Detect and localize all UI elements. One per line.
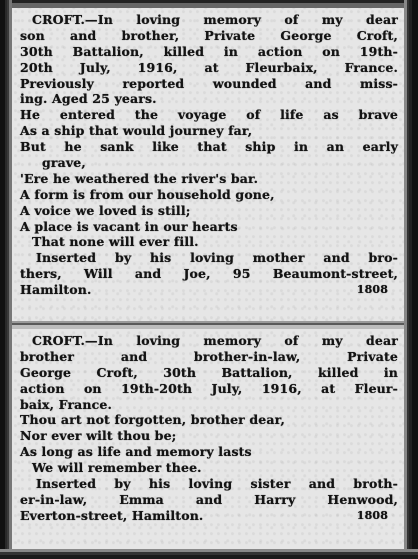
verse-line: A voice we loved is still; xyxy=(20,202,191,218)
notice-line: brother and brother-in-law, Private xyxy=(20,348,398,364)
verse-line: As long as life and memory lasts xyxy=(20,444,252,460)
notice-line: 30th Battalion, killed in action on 19th- xyxy=(20,43,398,59)
notice-line: Inserted by his loving mother and bro- xyxy=(36,250,398,266)
notice-line: Hamilton. xyxy=(20,282,92,298)
verse-line: He entered the voyage of life as brave xyxy=(20,107,398,123)
notice-line: Inserted by his loving sister and broth- xyxy=(36,476,398,492)
notice-line: son and brother, Private George Croft, xyxy=(20,27,398,43)
verse-line: But he sank like that ship in an early xyxy=(20,139,398,155)
insertion-code: 1808 xyxy=(356,508,388,522)
verse-line: 'Ere he weathered the river's bar. xyxy=(20,170,259,186)
verse-line: Nor ever wilt thou be; xyxy=(20,428,177,444)
verse-line: A place is vacant in our hearts xyxy=(20,218,238,234)
verse-line: That none will ever fill. xyxy=(32,234,199,250)
notice-line: thers, Will and Joe, 95 Beaumont-street, xyxy=(20,266,398,282)
verse-line: We will remember thee. xyxy=(32,460,202,476)
scan-top-edge xyxy=(0,0,418,8)
verse-line: As a ship that would journey far, xyxy=(20,123,253,139)
memorial-notice-2 xyxy=(20,333,398,524)
scan-right-edge xyxy=(404,0,418,559)
notice-line: 20th July, 1916, at Fleurbaix, France. xyxy=(20,59,398,75)
memorial-notice-1 xyxy=(20,12,398,298)
notice-line: action on 19th-20th July, 1916, at Fleur- xyxy=(20,380,398,396)
scan-bottom-edge xyxy=(0,549,418,559)
notice-divider xyxy=(12,321,404,329)
insertion-code: 1808 xyxy=(356,283,388,297)
notice-line: CROFT.—In loving memory of my dear xyxy=(32,12,398,27)
verse-line: Thou art not forgotten, brother dear, xyxy=(20,412,285,428)
notice-line: baix, France. xyxy=(20,396,113,412)
notice-signoff-row xyxy=(20,508,398,524)
notice-signoff-row xyxy=(20,282,398,298)
scan-left-edge xyxy=(0,0,12,559)
verse-line: grave, xyxy=(42,155,86,171)
notice-line: Everton-street, Hamilton. xyxy=(20,507,204,523)
verse-line: A form is from our household gone, xyxy=(20,186,275,202)
notice-line: er-in-law, Emma and Harry Henwood, xyxy=(20,491,398,507)
notice-line: CROFT.—In loving memory of my dear xyxy=(32,333,398,348)
notice-line: ing. Aged 25 years. xyxy=(20,91,157,107)
notice-line: George Croft, 30th Battalion, killed in xyxy=(20,364,398,380)
notice-line: Previously reported wounded and miss- xyxy=(20,75,398,91)
